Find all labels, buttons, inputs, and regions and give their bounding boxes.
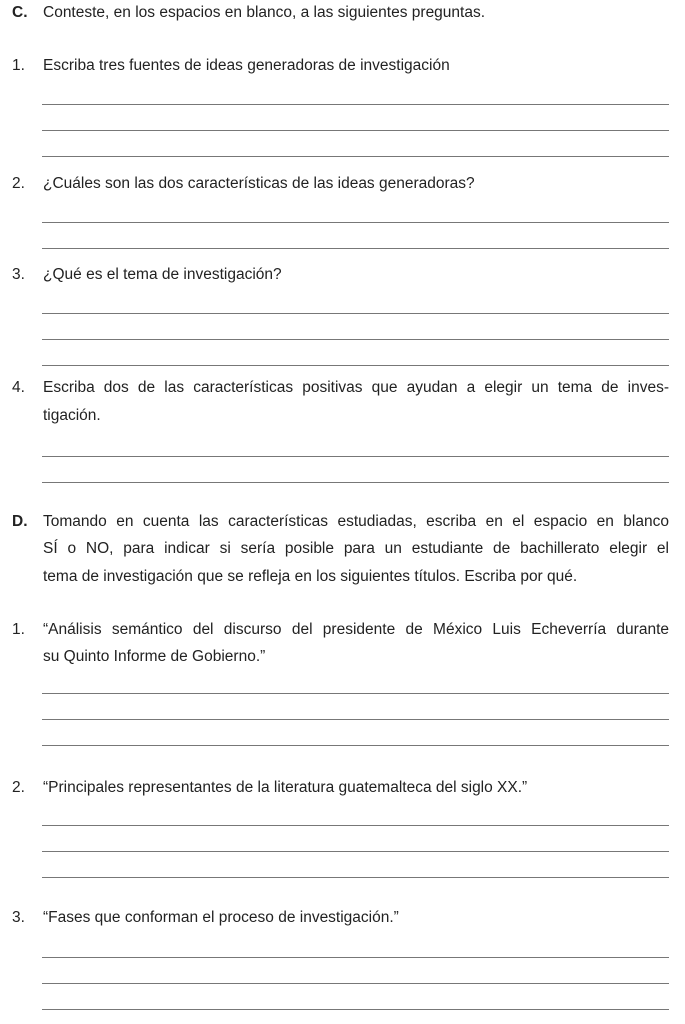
answer-line[interactable] [42,957,669,958]
answer-line[interactable] [42,693,669,694]
answer-line[interactable] [42,456,669,457]
section-c-instruction: Conteste, en los espacios en blanco, a las siguientes preguntas. [43,4,486,21]
answer-line[interactable] [42,877,669,878]
answer-line[interactable] [42,365,669,366]
title-number: 1. [12,621,25,638]
section-c-letter: C. [12,4,28,21]
question-number: 1. [12,57,25,74]
title-text: “Fases que conforman el proceso de investigación.” [43,909,399,926]
question-text: Escriba tres fuentes de ideas generadoras de investigación [43,57,450,74]
section-d-instruction: SÍ o NO, para indicar si sería posible para un estudiante de bachillerato elegir el [43,540,669,557]
question-text: ¿Qué es el tema de investigación? [43,266,282,283]
answer-line[interactable] [42,1009,669,1010]
answer-line[interactable] [42,339,669,340]
section-d-instruction: Tomando en cuenta las características estudiadas, escriba en el espacio en blanco [43,513,669,530]
answer-line[interactable] [42,248,669,249]
title-text: “Principales representantes de la literatura guatemalteca del siglo XX.” [43,779,528,796]
question-text-continued: tigación. [43,407,101,424]
question-number: 2. [12,175,25,192]
question-number: 3. [12,266,25,283]
answer-line[interactable] [42,851,669,852]
title-number: 2. [12,779,25,796]
title-number: 3. [12,909,25,926]
title-text-continued: su Quinto Informe de Gobierno.” [43,648,266,665]
question-number: 4. [12,379,25,396]
answer-line[interactable] [42,983,669,984]
answer-line[interactable] [42,719,669,720]
answer-line[interactable] [42,156,669,157]
question-text: ¿Cuáles son las dos características de las ideas generadoras? [43,175,475,192]
title-text: “Análisis semántico del discurso del presidente de México Luis Echeverría durante [43,621,669,638]
question-text: Escriba dos de las características positivas que ayudan a elegir un tema de inves- [43,379,669,396]
section-d-instruction: tema de investigación que se refleja en los siguientes títulos. Escriba por qué. [43,568,578,585]
answer-line[interactable] [42,130,669,131]
answer-line[interactable] [42,825,669,826]
section-d-letter: D. [12,513,28,530]
answer-line[interactable] [42,222,669,223]
answer-line[interactable] [42,313,669,314]
answer-line[interactable] [42,745,669,746]
answer-line[interactable] [42,104,669,105]
answer-line[interactable] [42,482,669,483]
